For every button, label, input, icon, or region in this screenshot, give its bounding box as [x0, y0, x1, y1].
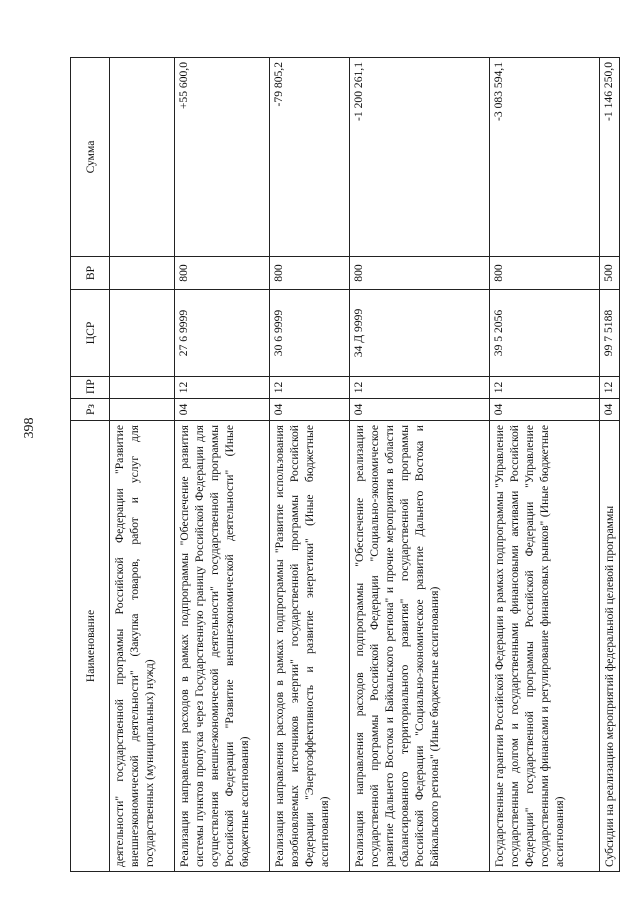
row-pr: [110, 377, 175, 399]
row-sum: -3 083 594,1: [490, 58, 600, 257]
table-row: [270, 58, 350, 872]
row-pr: 12: [270, 377, 350, 399]
row-vr: 800: [350, 257, 490, 290]
header-vr: ВР: [71, 257, 110, 290]
header-csr: ЦСР: [71, 290, 110, 377]
row-rz: 04: [350, 399, 490, 421]
row-vr: 800: [175, 257, 270, 290]
row-sum: -1 200 261,1: [350, 58, 490, 257]
page-number: 398: [22, 417, 37, 439]
row-rz: 04: [490, 399, 600, 421]
row-pr: 12: [490, 377, 600, 399]
table-row: [110, 58, 175, 872]
table-row: [175, 58, 270, 872]
row-name: деятельности" государственной программы Российской Федерации "Развитие внешнеэкономической деятельности" (Закупка товаров, работ и услуг для государственных (муниципальных) нужд): [110, 421, 175, 872]
row-rz: 04: [175, 399, 270, 421]
row-sum: -79 805,2: [270, 58, 350, 257]
row-vr: 800: [270, 257, 350, 290]
budget-table: [70, 57, 620, 872]
row-csr: 39 5 2056: [490, 290, 600, 377]
row-csr: 30 6 9999: [270, 290, 350, 377]
header-name: Наименование: [71, 421, 110, 872]
row-sum: +55 600,0: [175, 58, 270, 257]
row-name: Реализация направления расходов в рамках подпрограммы "Развитие использования возобновляемых источников энергии" государственной программы Российской Федерации "Энергоэффективность и развитие энергетики" (Иные бюджетные ассигнования): [270, 421, 350, 872]
row-csr: 34 Д 9999: [350, 290, 490, 377]
row-pr: 12: [350, 377, 490, 399]
header-pr: ПР: [71, 377, 110, 399]
row-pr: 12: [600, 377, 620, 399]
table-header-row: [71, 58, 110, 872]
row-rz: 04: [270, 399, 350, 421]
row-name: Государственные гарантии Российской Федерации в рамках подпрограммы "Управление государственным долгом и государственными финансовыми активами Российской Федерации" государственной программы Российской Федерации "Управление государственными финансами и регулирование финансовых рынков" (Иные бюджетные ассигнования): [490, 421, 600, 872]
row-vr: [110, 257, 175, 290]
header-rz: Рз: [71, 399, 110, 421]
row-csr: 27 6 9999: [175, 290, 270, 377]
row-csr: 99 7 5188: [600, 290, 620, 377]
table-row: [490, 58, 600, 872]
row-name: Субсидии на реализацию мероприятий федеральной целевой программы: [600, 421, 620, 872]
row-rz: [110, 399, 175, 421]
table-row: [600, 58, 620, 872]
row-pr: 12: [175, 377, 270, 399]
row-name: Реализация направления расходов подпрограммы "Обеспечение реализации государственной программы Российской Федерации "Социально-экономическое развитие Дальнего Востока и Байкальского региона" и прочие мероприятия в области сбалансированного территориального развития" государственной программы Российской Федерации "Социально-экономическое развитие Дальнего Востока и Байкальского региона" (Иные бюджетные ассигнования): [350, 421, 490, 872]
row-name: Реализация направления расходов в рамках подпрограммы "Обеспечение развития системы пунктов пропуска через Государственную границу Российской Федерации для осуществления внешнеэкономической деятельности" государственной программы Российской Федерации "Развитие внешнеэкономической деятельности" (Иные бюджетные ассигнования): [175, 421, 270, 872]
header-sum: Сумма: [71, 58, 110, 257]
row-csr: [110, 290, 175, 377]
row-sum: -1 146 250,0: [600, 58, 620, 257]
table-row: [350, 58, 490, 872]
row-sum: [110, 58, 175, 257]
rotated-page-content: [70, 58, 616, 872]
row-vr: 500: [600, 257, 620, 290]
row-rz: 04: [600, 399, 620, 421]
row-vr: 800: [490, 257, 600, 290]
